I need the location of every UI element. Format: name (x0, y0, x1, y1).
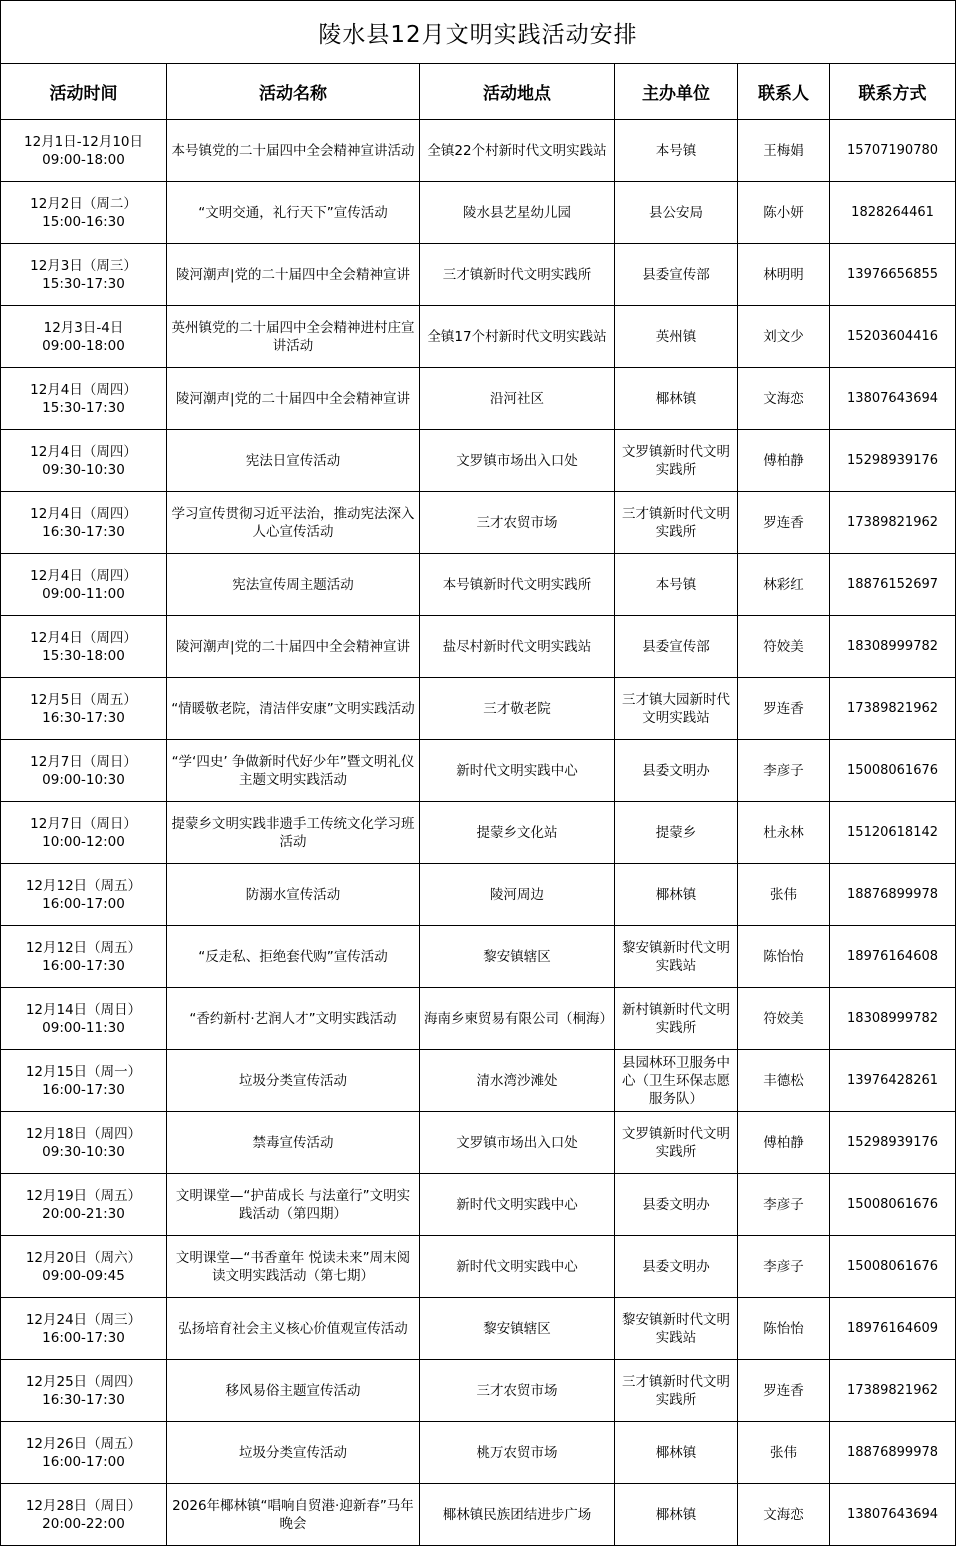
activity-place-cell: 三才敬老院 (420, 678, 615, 740)
table-row (1, 740, 956, 802)
contact-person-cell: 傅柏静 (738, 1112, 830, 1174)
activity-name-cell: 提蒙乡文明实践非遗手工传统文化学习班活动 (167, 802, 420, 864)
activity-time-cell (1, 306, 167, 368)
activity-name-cell: 禁毒宣传活动 (167, 1112, 420, 1174)
contact-phone-cell: 1828264461 (830, 182, 956, 244)
activity-hours: 09:00-10:30 (42, 771, 125, 788)
contact-person-cell: 文海恋 (738, 368, 830, 430)
activity-time-cell (1, 678, 167, 740)
contact-person-cell: 罗连香 (738, 1360, 830, 1422)
header-row (1, 64, 956, 120)
activity-place-cell: 黎安镇辖区 (420, 926, 615, 988)
table-row (1, 182, 956, 244)
organizer-cell: 椰林镇 (615, 1484, 738, 1546)
activity-place-cell: 新时代文明实践中心 (420, 740, 615, 802)
organizer-cell: 黎安镇新时代文明实践站 (615, 926, 738, 988)
activity-name-cell: 英州镇党的二十届四中全会精神进村庄宣讲活动 (167, 306, 420, 368)
contact-person-cell: 张伟 (738, 864, 830, 926)
activity-date: 12月12日（周五） (25, 939, 142, 956)
activity-time-cell (1, 182, 167, 244)
contact-person-cell: 杜永林 (738, 802, 830, 864)
table-row (1, 1112, 956, 1174)
contact-person-cell: 林彩红 (738, 554, 830, 616)
activity-date: 12月3日-4日 (43, 319, 124, 336)
contact-phone-cell: 18876899978 (830, 1422, 956, 1484)
activity-hours: 09:00-11:00 (42, 585, 125, 602)
activity-name-cell: 文明课堂—“书香童年 悦读未来”周末阅读文明实践活动（第七期） (167, 1236, 420, 1298)
activity-date: 12月4日（周四） (30, 505, 137, 522)
activity-name-cell: “文明交通，礼行天下”宣传活动 (167, 182, 420, 244)
activity-date: 12月4日（周四） (30, 381, 137, 398)
table-row (1, 926, 956, 988)
contact-person-cell: 符姣美 (738, 616, 830, 678)
activity-place-cell: 新时代文明实践中心 (420, 1236, 615, 1298)
activity-date: 12月5日（周五） (30, 691, 137, 708)
activity-time-cell (1, 244, 167, 306)
activity-place-cell: 提蒙乡文化站 (420, 802, 615, 864)
organizer-cell: 县委文明办 (615, 1236, 738, 1298)
activity-place-cell: 盐尽村新时代文明实践站 (420, 616, 615, 678)
activity-name-cell: 陵河潮声|党的二十届四中全会精神宣讲 (167, 368, 420, 430)
contact-phone-cell: 18876152697 (830, 554, 956, 616)
activity-place-cell: 三才镇新时代文明实践所 (420, 244, 615, 306)
contact-person-cell: 符姣美 (738, 988, 830, 1050)
activity-place-cell: 文罗镇市场出入口处 (420, 1112, 615, 1174)
table-row (1, 616, 956, 678)
activity-name-cell: 弘扬培育社会主义核心价值观宣传活动 (167, 1298, 420, 1360)
activity-name-cell: 移风易俗主题宣传活动 (167, 1360, 420, 1422)
column-header-time: 活动时间 (1, 64, 167, 120)
contact-phone-cell: 15707190780 (830, 120, 956, 182)
activity-name-cell: 本号镇党的二十届四中全会精神宣讲活动 (167, 120, 420, 182)
organizer-cell: 县委宣传部 (615, 244, 738, 306)
page-title: 陵水县12月文明实践活动安排 (1, 1, 956, 64)
activity-hours: 10:00-12:00 (42, 833, 125, 850)
activity-hours: 15:30-17:30 (42, 275, 125, 292)
activity-name-cell: “香约新村·艺润人才”文明实践活动 (167, 988, 420, 1050)
activity-hours: 09:00-18:00 (42, 337, 125, 354)
contact-phone-cell: 18876899978 (830, 864, 956, 926)
activity-name-cell: 宪法日宣传活动 (167, 430, 420, 492)
table-row (1, 492, 956, 554)
organizer-cell: 县委文明办 (615, 1174, 738, 1236)
activity-date: 12月1日-12月10日 (24, 133, 143, 150)
activity-hours: 09:00-18:00 (42, 151, 125, 168)
activity-time-cell (1, 926, 167, 988)
activity-time-cell (1, 492, 167, 554)
activity-time-cell (1, 1360, 167, 1422)
contact-person-cell: 罗连香 (738, 678, 830, 740)
activity-place-cell: 桃万农贸市场 (420, 1422, 615, 1484)
table-row (1, 1050, 956, 1112)
contact-person-cell: 丰德松 (738, 1050, 830, 1112)
contact-phone-cell: 18308999782 (830, 988, 956, 1050)
activity-hours: 15:30-18:00 (42, 647, 125, 664)
contact-phone-cell: 13807643694 (830, 368, 956, 430)
table-row (1, 368, 956, 430)
contact-phone-cell: 15008061676 (830, 1174, 956, 1236)
contact-person-cell: 林明明 (738, 244, 830, 306)
activity-date: 12月4日（周四） (30, 567, 137, 584)
table-row (1, 1236, 956, 1298)
contact-phone-cell: 15298939176 (830, 430, 956, 492)
table-row (1, 306, 956, 368)
table-row (1, 864, 956, 926)
activity-hours: 20:00-21:30 (42, 1205, 125, 1222)
column-header-name: 活动名称 (167, 64, 420, 120)
activity-time-cell (1, 1050, 167, 1112)
activity-place-cell: 文罗镇市场出入口处 (420, 430, 615, 492)
organizer-cell: 椰林镇 (615, 864, 738, 926)
activity-place-cell: 沿河社区 (420, 368, 615, 430)
contact-phone-cell: 13976656855 (830, 244, 956, 306)
organizer-cell: 椰林镇 (615, 1422, 738, 1484)
contact-person-cell: 陈怡怡 (738, 1298, 830, 1360)
column-header-contact: 联系人 (738, 64, 830, 120)
activity-hours: 20:00-22:00 (42, 1515, 125, 1532)
activity-hours: 16:30-17:30 (42, 1391, 125, 1408)
activity-place-cell: 三才农贸市场 (420, 492, 615, 554)
activity-date: 12月20日（周六） (25, 1249, 142, 1266)
activity-hours: 09:30-10:30 (42, 1143, 125, 1160)
activity-place-cell: 全镇22个村新时代文明实践站 (420, 120, 615, 182)
table-row (1, 988, 956, 1050)
activity-time-cell (1, 1236, 167, 1298)
activity-time-cell (1, 1298, 167, 1360)
activity-hours: 16:00-17:30 (42, 957, 125, 974)
contact-person-cell: 陈怡怡 (738, 926, 830, 988)
contact-person-cell: 李彦子 (738, 740, 830, 802)
activity-hours: 09:30-10:30 (42, 461, 125, 478)
column-header-organizer: 主办单位 (615, 64, 738, 120)
title-row (1, 1, 956, 64)
activity-time-cell (1, 1422, 167, 1484)
column-header-phone: 联系方式 (830, 64, 956, 120)
contact-phone-cell: 18976164609 (830, 1298, 956, 1360)
table-row (1, 1360, 956, 1422)
activity-date: 12月15日（周一） (25, 1063, 142, 1080)
contact-person-cell: 陈小妍 (738, 182, 830, 244)
contact-phone-cell: 17389821962 (830, 492, 956, 554)
contact-phone-cell: 15298939176 (830, 1112, 956, 1174)
activity-date: 12月3日（周三） (30, 257, 137, 274)
activity-place-cell: 三才农贸市场 (420, 1360, 615, 1422)
organizer-cell: 县委文明办 (615, 740, 738, 802)
activity-hours: 16:00-17:00 (42, 895, 125, 912)
organizer-cell: 本号镇 (615, 554, 738, 616)
activity-time-cell (1, 1484, 167, 1546)
contact-phone-cell: 15120618142 (830, 802, 956, 864)
contact-phone-cell: 17389821962 (830, 678, 956, 740)
contact-person-cell: 傅柏静 (738, 430, 830, 492)
activity-time-cell (1, 740, 167, 802)
activity-name-cell: “情暖敬老院，清洁伴安康”文明实践活动 (167, 678, 420, 740)
table-body (1, 120, 956, 1546)
activity-date: 12月26日（周五） (25, 1435, 142, 1452)
table-row (1, 802, 956, 864)
contact-phone-cell: 13976428261 (830, 1050, 956, 1112)
organizer-cell: 椰林镇 (615, 368, 738, 430)
activity-place-cell: 海南乡柬贸易有限公司（桐海） (420, 988, 615, 1050)
activity-time-cell (1, 1112, 167, 1174)
contact-phone-cell: 15008061676 (830, 1236, 956, 1298)
contact-person-cell: 李彦子 (738, 1236, 830, 1298)
contact-person-cell: 文海恋 (738, 1484, 830, 1546)
organizer-cell: 文罗镇新时代文明实践所 (615, 430, 738, 492)
table-row (1, 1484, 956, 1546)
table-row (1, 1174, 956, 1236)
activity-place-cell: 本号镇新时代文明实践所 (420, 554, 615, 616)
activity-date: 12月4日（周四） (30, 443, 137, 460)
activity-hours: 16:30-17:30 (42, 709, 125, 726)
activity-place-cell: 陵河周边 (420, 864, 615, 926)
organizer-cell: 三才镇大园新时代文明实践站 (615, 678, 738, 740)
activity-time-cell (1, 802, 167, 864)
organizer-cell: 三才镇新时代文明实践所 (615, 492, 738, 554)
activity-name-cell: 陵河潮声|党的二十届四中全会精神宣讲 (167, 244, 420, 306)
activity-place-cell: 黎安镇辖区 (420, 1298, 615, 1360)
contact-phone-cell: 18976164608 (830, 926, 956, 988)
activity-date: 12月12日（周五） (25, 877, 142, 894)
contact-person-cell: 李彦子 (738, 1174, 830, 1236)
activity-date: 12月7日（周日） (30, 815, 137, 832)
organizer-cell: 本号镇 (615, 120, 738, 182)
table-row (1, 1422, 956, 1484)
activity-date: 12月2日（周二） (30, 195, 137, 212)
activity-name-cell: 文明课堂—“护苗成长 与法童行”文明实践活动（第四期） (167, 1174, 420, 1236)
activity-name-cell: 陵河潮声|党的二十届四中全会精神宣讲 (167, 616, 420, 678)
contact-phone-cell: 13807643694 (830, 1484, 956, 1546)
table-row (1, 1298, 956, 1360)
activity-hours: 16:30-17:30 (42, 523, 125, 540)
contact-person-cell: 刘文少 (738, 306, 830, 368)
activity-place-cell: 全镇17个村新时代文明实践站 (420, 306, 615, 368)
activity-name-cell: “学‘四史’ 争做新时代好少年”暨文明礼仪主题文明实践活动 (167, 740, 420, 802)
activity-name-cell: “反走私、拒绝套代购”宣传活动 (167, 926, 420, 988)
activity-name-cell: 防溺水宣传活动 (167, 864, 420, 926)
column-header-place: 活动地点 (420, 64, 615, 120)
organizer-cell: 黎安镇新时代文明实践站 (615, 1298, 738, 1360)
activity-name-cell: 2026年椰林镇“唱响自贸港·迎新春”马年晚会 (167, 1484, 420, 1546)
activity-name-cell: 垃圾分类宣传活动 (167, 1050, 420, 1112)
activity-date: 12月7日（周日） (30, 753, 137, 770)
activity-date: 12月19日（周五） (25, 1187, 142, 1204)
activity-hours: 09:00-09:45 (42, 1267, 125, 1284)
activity-time-cell (1, 120, 167, 182)
activity-time-cell (1, 616, 167, 678)
activity-time-cell (1, 554, 167, 616)
activity-time-cell (1, 864, 167, 926)
activity-date: 12月25日（周四） (25, 1373, 142, 1390)
activity-hours: 15:30-17:30 (42, 399, 125, 416)
organizer-cell: 县园林环卫服务中心（卫生环保志愿服务队） (615, 1050, 738, 1112)
activity-hours: 16:00-17:30 (42, 1081, 125, 1098)
table-row (1, 678, 956, 740)
contact-phone-cell: 17389821962 (830, 1360, 956, 1422)
organizer-cell: 提蒙乡 (615, 802, 738, 864)
organizer-cell: 英州镇 (615, 306, 738, 368)
contact-phone-cell: 18308999782 (830, 616, 956, 678)
activity-date: 12月18日（周四） (25, 1125, 142, 1142)
table-row (1, 120, 956, 182)
contact-person-cell: 张伟 (738, 1422, 830, 1484)
activity-name-cell: 宪法宣传周主题活动 (167, 554, 420, 616)
activity-time-cell (1, 430, 167, 492)
contact-person-cell: 罗连香 (738, 492, 830, 554)
activity-hours: 09:00-11:30 (42, 1019, 125, 1036)
activity-hours: 15:00-16:30 (42, 213, 125, 230)
activity-name-cell: 垃圾分类宣传活动 (167, 1422, 420, 1484)
activity-name-cell: 学习宣传贯彻习近平法治，推动宪法深入人心宣传活动 (167, 492, 420, 554)
activity-hours: 16:00-17:30 (42, 1329, 125, 1346)
organizer-cell: 三才镇新时代文明实践所 (615, 1360, 738, 1422)
activity-place-cell: 椰林镇民族团结进步广场 (420, 1484, 615, 1546)
activity-place-cell: 清水湾沙滩处 (420, 1050, 615, 1112)
activity-time-cell (1, 368, 167, 430)
activity-date: 12月4日（周四） (30, 629, 137, 646)
activity-place-cell: 新时代文明实践中心 (420, 1174, 615, 1236)
activity-time-cell (1, 988, 167, 1050)
activity-date: 12月28日（周日） (25, 1497, 142, 1514)
table-row (1, 244, 956, 306)
contact-phone-cell: 15203604416 (830, 306, 956, 368)
activity-date: 12月24日（周三） (25, 1311, 142, 1328)
table-row (1, 430, 956, 492)
activity-time-cell (1, 1174, 167, 1236)
contact-person-cell: 王梅娟 (738, 120, 830, 182)
contact-phone-cell: 15008061676 (830, 740, 956, 802)
table-row (1, 554, 956, 616)
activity-place-cell: 陵水县艺星幼儿园 (420, 182, 615, 244)
organizer-cell: 文罗镇新时代文明实践所 (615, 1112, 738, 1174)
organizer-cell: 县公安局 (615, 182, 738, 244)
activity-hours: 16:00-17:00 (42, 1453, 125, 1470)
activity-date: 12月14日（周日） (25, 1001, 142, 1018)
organizer-cell: 新村镇新时代文明实践所 (615, 988, 738, 1050)
organizer-cell: 县委宣传部 (615, 616, 738, 678)
